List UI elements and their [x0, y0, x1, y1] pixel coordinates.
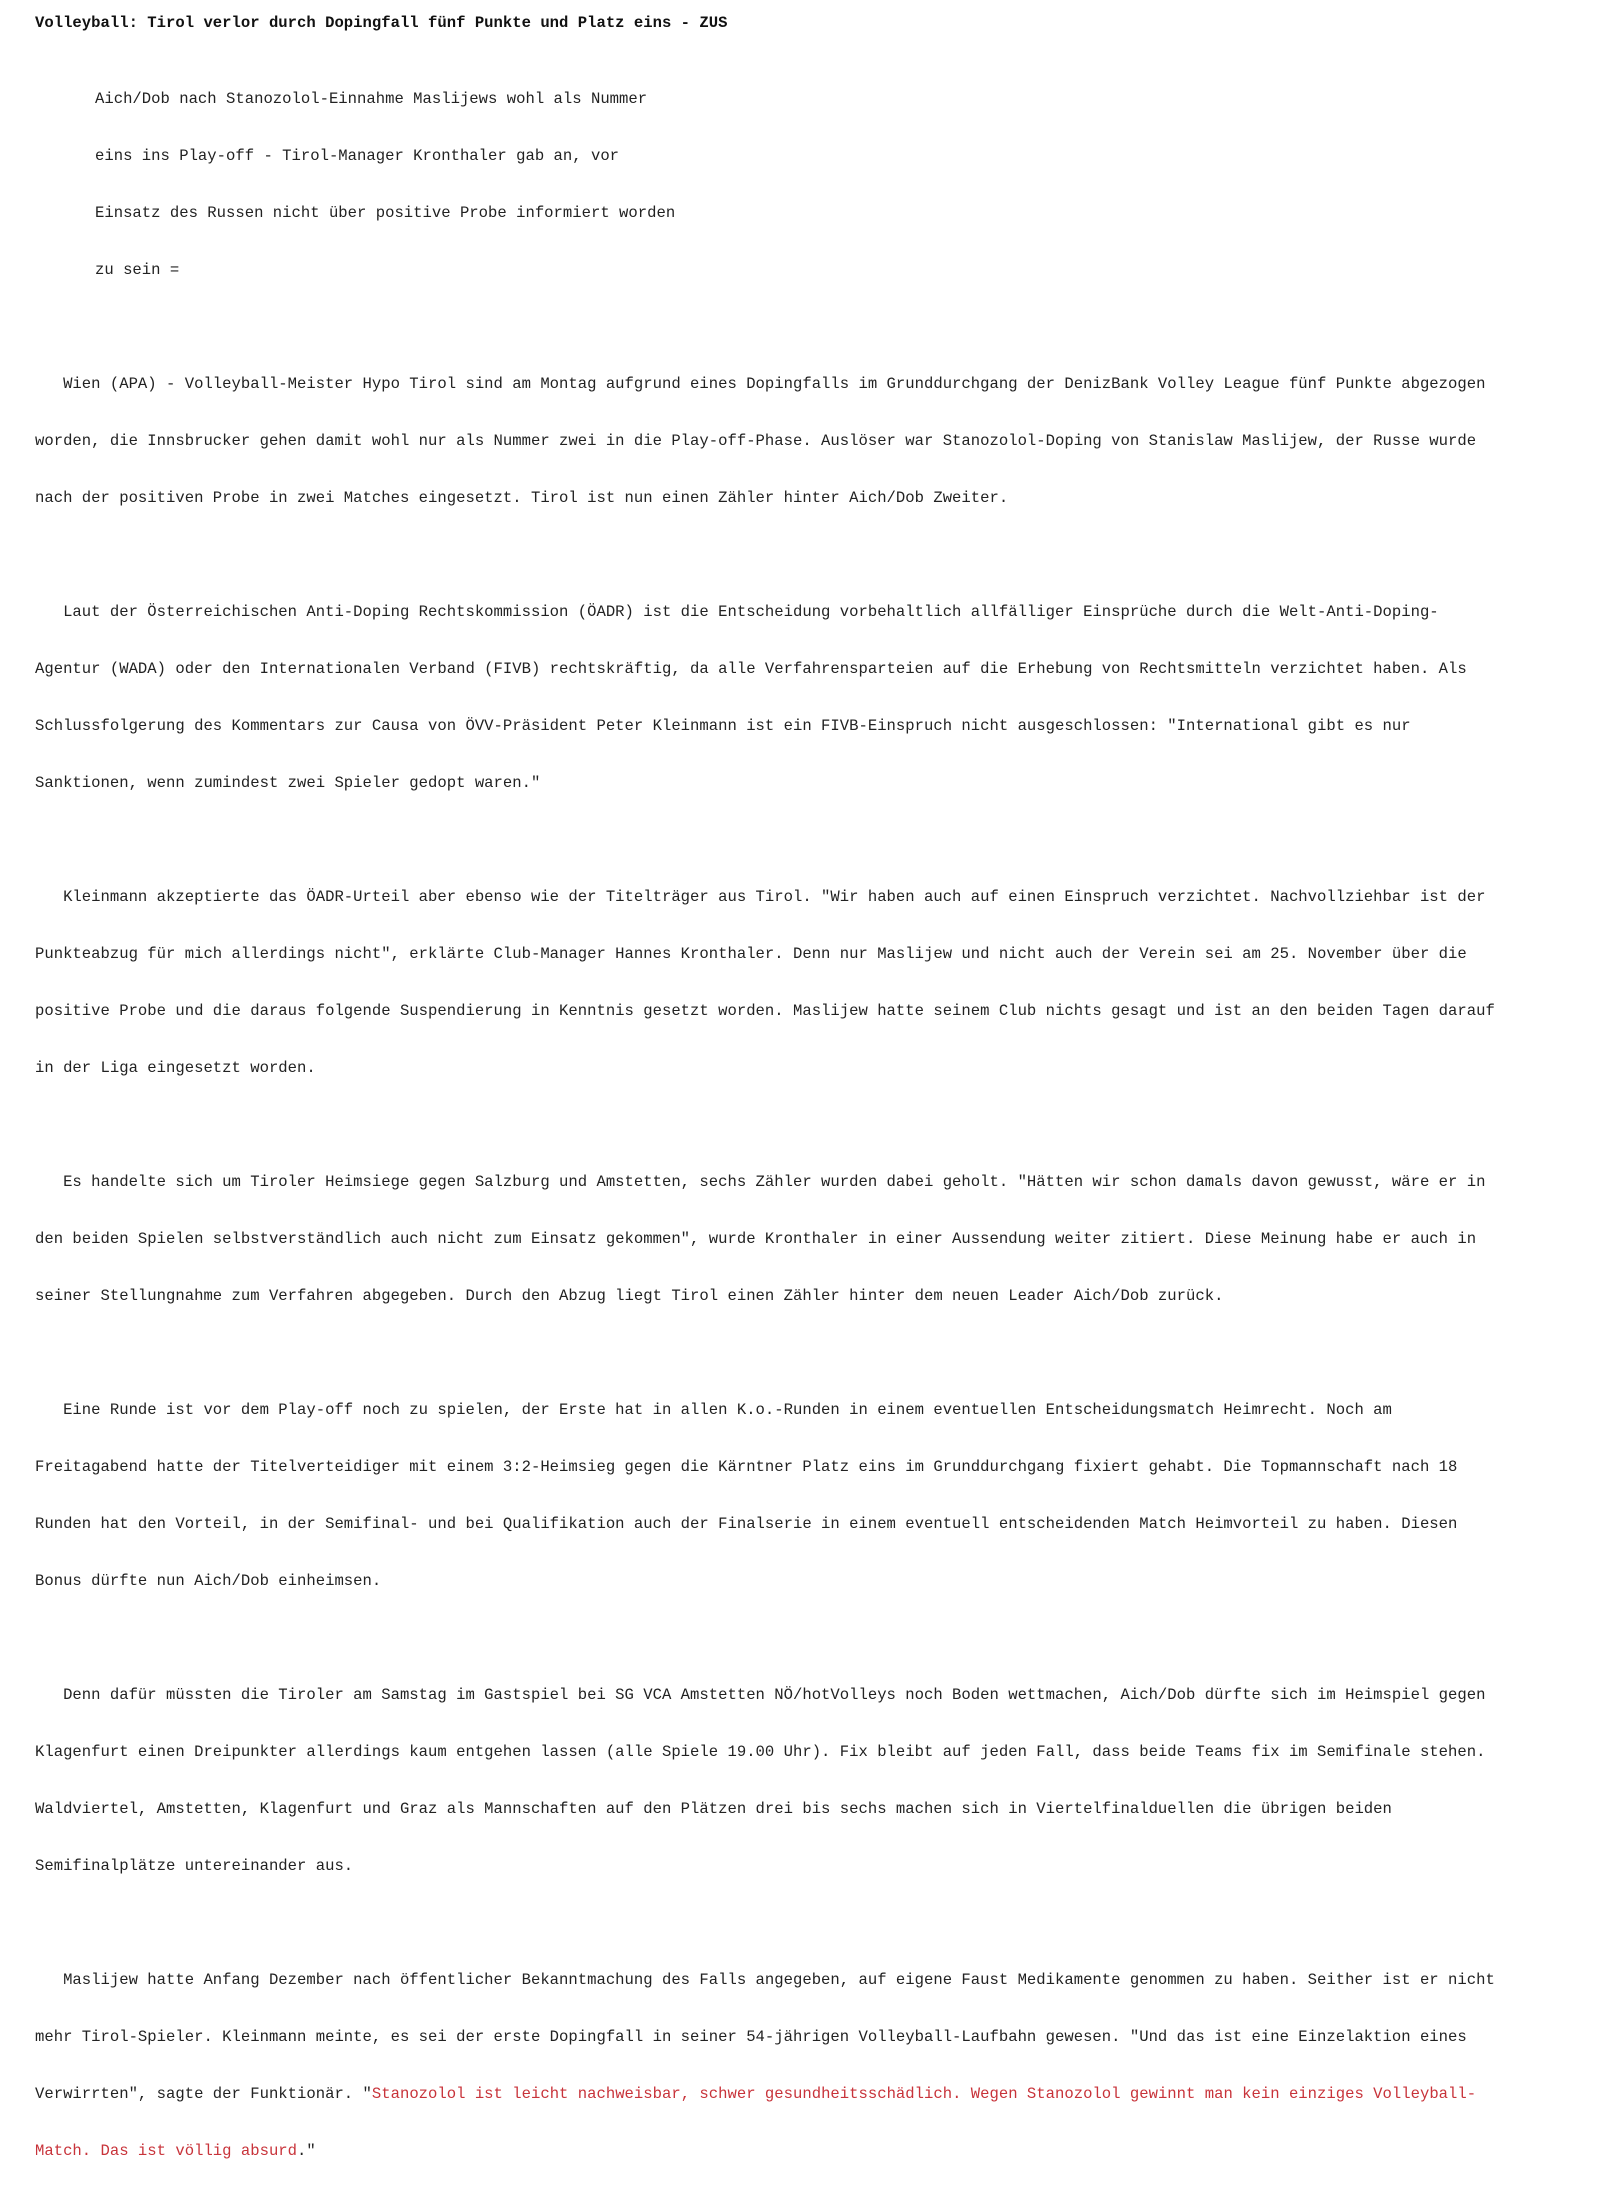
paragraph-line: Schlussfolgerung des Kommentars zur Causa von ÖVV-Präsident Peter Kleinmann ist ein FIVB-Einspruch nicht ausgeschlossen: "International gibt es nur: [35, 717, 1411, 735]
highlighted-quote: Stanozolol ist leicht nachweisbar, schwer gesundheitsschädlich. Wegen Stanozolol gewinnt man kein einziges Volleyball-: [371, 2085, 1477, 2103]
paragraph-line: Denn dafür müssten die Tiroler am Samstag im Gastspiel bei SG VCA Amstetten NÖ/hotVolleys noch Boden wettmachen, Aich/Dob dürfte sich im Heimspiel gegen: [35, 1686, 1486, 1704]
final-paragraph: [35, 1933, 1575, 2199]
paragraph-line: Eine Runde ist vor dem Play-off noch zu spielen, der Erste hat in allen K.o.-Runden in einem eventuellen Entscheidungsmatch Heimrecht. Noch am: [35, 1401, 1392, 1419]
paragraph-line: in der Liga eingesetzt worden.: [35, 1059, 316, 1077]
paragraph-line: worden, die Innsbrucker gehen damit wohl nur als Nummer zwei in die Play-off-Phase. Auslöser war Stanozolol-Doping von Stanislaw Maslijew, der Russe wurde: [35, 432, 1477, 450]
paragraph-line: den beiden Spielen selbstverständlich auch nicht zum Einsatz gekommen", wurde Kronthaler in einer Aussendung weiter zitiert. Diese Meinung habe er auch in: [35, 1230, 1477, 1248]
paragraph-line: Bonus dürfte nun Aich/Dob einheimsen.: [35, 1572, 382, 1590]
body-paragraph: [35, 1363, 1575, 1629]
lead-line: Einsatz des Russen nicht über positive Probe informiert worden: [95, 204, 676, 222]
paragraph-line: Agentur (WADA) oder den Internationalen Verband (FIVB) rechtskräftig, da alle Verfahrensparteien auf die Erhebung von Rechtsmitteln verzichtet haben. Als: [35, 660, 1467, 678]
paragraph-line: Klagenfurt einen Dreipunkter allerdings kaum entgehen lassen (alle Spiele 19.00 Uhr). Fix bleibt auf jeden Fall, dass beide Teams fix im Semifinale stehen.: [35, 1743, 1486, 1761]
paragraph-line: Kleinmann akzeptierte das ÖADR-Urteil aber ebenso wie der Titelträger aus Tirol. "Wir haben auch auf einen Einspruch verzichtet. Nachvollziehbar ist der: [35, 888, 1486, 906]
body-paragraph: [35, 565, 1575, 831]
paragraph-line: Sanktionen, wenn zumindest zwei Spieler gedopt waren.": [35, 774, 541, 792]
paragraph-line: nach der positiven Probe in zwei Matches eingesetzt. Tirol ist nun einen Zähler hinter Aich/Dob Zweiter.: [35, 489, 1009, 507]
paragraph-line-mixed: [35, 2085, 1575, 2104]
paragraph-line: seiner Stellungnahme zum Verfahren abgegeben. Durch den Abzug liegt Tirol einen Zähler hinter dem neuen Leader Aich/Dob zurück.: [35, 1287, 1224, 1305]
paragraph-line: Wien (APA) - Volleyball-Meister Hypo Tirol sind am Montag aufgrund eines Dopingfalls im Grunddurchgang der DenizBank Volley League fünf Punkte abgezogen: [35, 375, 1486, 393]
paragraph-line: mehr Tirol-Spieler. Kleinmann meinte, es sei der erste Dopingfall in seiner 54-jährigen Volleyball-Laufbahn gewesen. "Und das ist eine Einzelaktion eines: [35, 2028, 1467, 2046]
paragraph-line: positive Probe und die daraus folgende Suspendierung in Kenntnis gesetzt worden. Maslijew hatte seinem Club nichts gesagt und ist an den beiden Tagen darauf: [35, 1002, 1495, 1020]
paragraph-line-mixed: [35, 2142, 1575, 2161]
lead-line: Aich/Dob nach Stanozolol-Einnahme Maslijews wohl als Nummer: [95, 90, 648, 108]
article: [35, 14, 1575, 2199]
lead-paragraph: [35, 52, 1575, 318]
body-paragraph: [35, 1648, 1575, 1914]
line-text: .": [297, 2142, 316, 2160]
lead-line: zu sein =: [95, 261, 180, 279]
paragraph-line: Maslijew hatte Anfang Dezember nach öffentlicher Bekanntmachung des Falls angegeben, auf eigene Faust Medikamente genommen zu haben. Seither ist er nicht: [35, 1971, 1495, 1989]
body-paragraph: [35, 1135, 1575, 1344]
paragraph-line: Waldviertel, Amstetten, Klagenfurt und Graz als Mannschaften auf den Plätzen drei bis sechs machen sich in Viertelfinalduellen die übrigen beiden: [35, 1800, 1392, 1818]
line-text: Verwirrten", sagte der Funktionär. ": [35, 2085, 372, 2103]
paragraph-line: Freitagabend hatte der Titelverteidiger mit einem 3:2-Heimsieg gegen die Kärntner Platz eins im Grunddurchgang fixiert gehabt. Die Topmannschaft nach 18: [35, 1458, 1458, 1476]
body-paragraph: [35, 850, 1575, 1116]
headline: Volleyball: Tirol verlor durch Dopingfall fünf Punkte und Platz eins - ZUS: [35, 14, 728, 32]
paragraph-line: Es handelte sich um Tiroler Heimsiege gegen Salzburg und Amstetten, sechs Zähler wurden dabei geholt. "Hätten wir schon damals davon gewusst, wäre er in: [35, 1173, 1486, 1191]
body-paragraph: [35, 337, 1575, 546]
paragraph-line: Semifinalplätze untereinander aus.: [35, 1857, 354, 1875]
paragraph-line: Runden hat den Vorteil, in der Semifinal- und bei Qualifikation auch der Finalserie in einem eventuell entscheidenden Match Heimvorteil zu haben. Diesen: [35, 1515, 1458, 1533]
lead-line: eins ins Play-off - Tirol-Manager Kronthaler gab an, vor: [95, 147, 620, 165]
highlighted-quote: Match. Das ist völlig absurd: [35, 2142, 298, 2160]
paragraph-line: Laut der Österreichischen Anti-Doping Rechtskommission (ÖADR) ist die Entscheidung vorbehaltlich allfälliger Einsprüche durch die Welt-Anti-Doping-: [35, 603, 1439, 621]
paragraph-line: Punkteabzug für mich allerdings nicht", erklärte Club-Manager Hannes Kronthaler. Denn nur Maslijew und nicht auch der Verein sei am 25. November über die: [35, 945, 1467, 963]
